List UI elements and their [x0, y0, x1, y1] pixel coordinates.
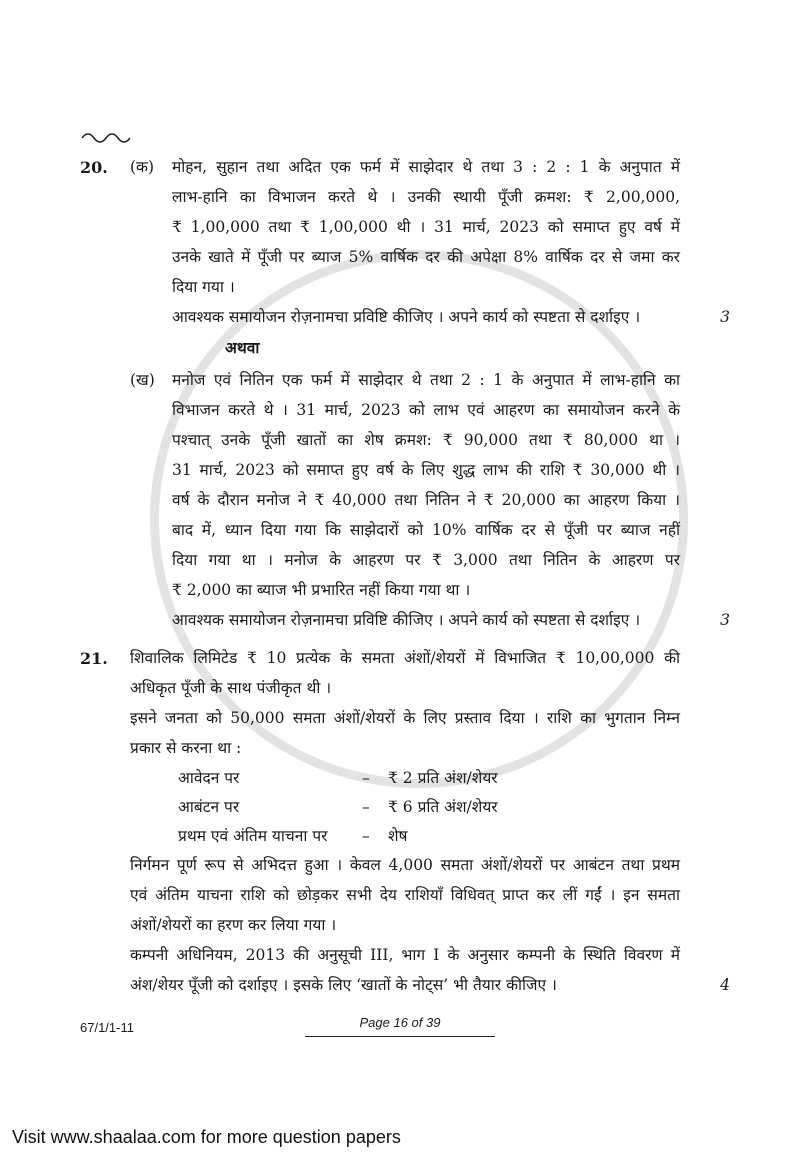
instruction: आवश्यक समायोजन रोज़नामचा प्रविष्टि कीजिए । अपने कार्य को स्पष्टता से दर्शाइए ।	[172, 611, 641, 629]
text-line: अधिकृत पूँजी के साथ पंजीकृत थी ।	[130, 679, 332, 697]
schedule-row	[178, 825, 680, 848]
schedule-row	[178, 796, 680, 819]
text-line: दिया गया ।	[172, 278, 235, 296]
text-line: एवं अंतिम याचना राशि को छोड़कर सभी देय राशियाँ विधिवत् प्राप्त कर लीं गईं । इन समता	[130, 886, 680, 904]
schedule-label: आबंटन पर	[178, 798, 240, 816]
text-line: दिया गया था । मनोज के आहरण पर ₹ 3,000 तथा नितिन के आहरण पर	[172, 551, 680, 569]
or-label: अथवा	[225, 338, 260, 357]
paper-code: 67/1/1-11	[80, 1020, 134, 1035]
text-line: उनके खाते में पूँजी पर ब्याज 5% वार्षिक दर की अपेक्षा 8% वार्षिक दर से जमा कर	[172, 248, 680, 266]
text-line: इसने जनता को 50,000 समता अंशों/शेयरों के लिए प्रस्ताव दिया । राशि का भुगतान निम्न	[130, 709, 680, 727]
question-21	[80, 647, 760, 1004]
schedule-value: ₹ 6 प्रति अंश/शेयर	[388, 798, 498, 816]
part-b	[80, 369, 760, 639]
part-a	[80, 156, 760, 336]
text-line: मोहन, सुहान तथा अदित एक फर्म में साझेदार थे तथा 3 : 2 : 1 के अनुपात में	[172, 158, 680, 176]
question-number: 20.	[80, 158, 108, 177]
text-line: निर्गमन पूर्ण रूप से अभिदत्त हुआ । केवल 4,000 समता अंशों/शेयरों पर आबंटन तथा प्रथम	[130, 856, 680, 874]
squiggle-mark	[80, 128, 140, 144]
question-number: 21.	[80, 649, 108, 668]
text-line: पश्चात् उनके पूँजी खातों का शेष क्रमश: ₹ 90,000 तथा ₹ 80,000 था ।	[172, 431, 680, 449]
part-label: (ख)	[130, 371, 155, 389]
payment-schedule	[178, 767, 680, 848]
schedule-dash: –	[362, 827, 370, 845]
text-line: लाभ-हानि का विभाजन करते थे । उनकी स्थायी पूँजी क्रमश: ₹ 2,00,000,	[172, 188, 680, 206]
marks: 3	[720, 308, 730, 326]
visit-shaalaa-link[interactable]: Visit www.shaalaa.com for more question papers	[12, 1127, 401, 1147]
text-line: ₹ 2,000 का ब्याज भी प्रभारित नहीं किया गया था ।	[172, 581, 471, 599]
schedule-dash: –	[362, 769, 370, 787]
page-number: Page 16 of 39	[305, 1014, 495, 1037]
page-footer	[80, 1014, 720, 1037]
instruction: आवश्यक समायोजन रोज़नामचा प्रविष्टि कीजिए । अपने कार्य को स्पष्टता से दर्शाइए ।	[172, 308, 641, 326]
question-20	[80, 156, 760, 639]
text-line: कम्पनी अधिनियम, 2013 की अनुसूची III, भाग I के अनुसार कम्पनी के स्थिति विवरण में	[130, 946, 680, 964]
schedule-label: प्रथम एवं अंतिम याचना पर	[178, 827, 328, 845]
text-line: ₹ 1,00,000 तथा ₹ 1,00,000 थी । 31 मार्च, 2023 को समाप्त हुए वर्ष में	[172, 218, 680, 236]
schedule-dash: –	[362, 798, 370, 816]
text-line: विभाजन करते थे । 31 मार्च, 2023 को लाभ एवं आहरण का समायोजन करने के	[172, 401, 680, 419]
text-line: प्रकार से करना था :	[130, 739, 242, 757]
text-line: शिवालिक लिमिटेड ₹ 10 प्रत्येक के समता अंशों/शेयरों में विभाजित ₹ 10,00,000 की	[130, 649, 680, 667]
text-line: बाद में, ध्यान दिया गया कि साझेदारों को 10% वार्षिक दर से पूँजी पर ब्याज नहीं	[172, 521, 680, 539]
text-line: अंशों/शेयरों का हरण कर लिया गया ।	[130, 916, 337, 934]
text-line: वर्ष के दौरान मनोज ने ₹ 40,000 तथा नितिन ने ₹ 20,000 का आहरण किया ।	[172, 491, 680, 509]
text-line: मनोज एवं नितिन एक फर्म में साझेदार थे तथा 2 : 1 के अनुपात में लाभ-हानि का	[172, 371, 680, 389]
part-label: (क)	[130, 158, 154, 176]
schedule-value: शेष	[388, 827, 408, 845]
schedule-row	[178, 767, 680, 790]
text-line: 31 मार्च, 2023 को समाप्त हुए वर्ष के लिए शुद्ध लाभ की राशि ₹ 30,000 थी ।	[172, 461, 680, 479]
marks: 4	[720, 976, 730, 994]
schedule-label: आवेदन पर	[178, 769, 240, 787]
marks: 3	[720, 611, 730, 629]
text-line: अंश/शेयर पूँजी को दर्शाइए । इसके लिए ‘खातों के नोट्स’ भी तैयार कीजिए ।	[130, 976, 557, 994]
schedule-value: ₹ 2 प्रति अंश/शेयर	[388, 769, 498, 787]
